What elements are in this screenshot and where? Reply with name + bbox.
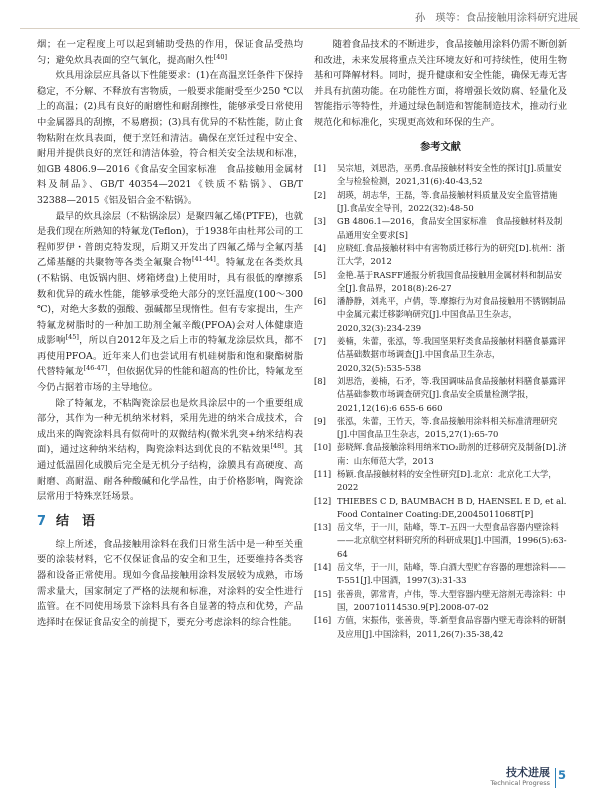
reference-index: [5] (314, 269, 326, 280)
paragraph: 综上所述，食品接触用涂料在我们日常生活中是一种至关重要的涂装材料，它不仅保证食品的安全和卫生，还要维持各类容器和设备正常使用。现如今食品接触用涂料发展较为成熟，市场需求量大，国家制定了严格的法规和标准，对涂料的安全性进行监管。在不同使用场景下涂料具有各自显著的特点和优势，产品选择时在保证食品安全的前提下，要充分考虑涂料的综合性能。 (37, 538, 303, 628)
reference-index: [1] (314, 163, 326, 174)
header-rule (20, 28, 580, 29)
reference-index: [4] (314, 242, 326, 253)
right-column (314, 37, 567, 641)
reference-item (314, 588, 567, 615)
reference-index: [7] (314, 336, 326, 347)
reference-item (314, 521, 567, 561)
page-number: 5 (557, 768, 566, 782)
reference-text: 杨颖.食品接触材料的安全性研究[D].北京：北京化工大学，2022 (337, 468, 557, 493)
reference-text: 金艳.基于RASFF通报分析我国食品接触用金属材料和制品安全[J].食品界，2018(8):26-27 (337, 269, 562, 293)
reference-text: 张善贵，郭常青，卢伟，等.大型容器内壁无溶剂无毒涂料：中国，200710114530.9[P].2008-07-02 (337, 588, 566, 612)
reference-text: 吴宗旭，刘思浩，巫勇.食品接触材料安全性的探讨[J].质量安全与检验检测，2021,31(6):40-43,52 (337, 163, 562, 187)
reference-text: 胡瑛，胡志华，王磊，等.食品接触材料质量及安全监管措施[J].食品安全导刊，2022(32):48-50 (337, 189, 558, 214)
reference-item (314, 335, 567, 375)
paragraph: 随着食品技术的不断进步，食品接触用涂料仍需不断创新和改进，未来发展将重点关注环境友好和可持续性，使用生物基和可降解材料。同时，提升健康和安全性能，确保无毒无害并具有抗菌功能。在功能性方面，将增强长效防腐、轻量化及智能指示等特性，并通过绿色制造和智能制造技术，推动行业规范化和标准化，实现更高效和环保的生产。 (314, 39, 567, 128)
reference-item (314, 162, 567, 189)
reference-index: [15] (314, 588, 332, 599)
journal-section-title: 技术进展 (506, 766, 550, 779)
reference-index: [14] (314, 562, 332, 573)
reference-item (314, 441, 567, 468)
reference-text: 姜楠，朱蕾，张泓，等.我国坚果籽类食品接触材料膳食暴露评估基础数据市场调查[J].中国食品卫生杂志，2020,32(5):535-538 (337, 336, 566, 373)
left-column (37, 37, 303, 630)
reference-item (314, 375, 567, 415)
references-heading: 参考文献 (420, 141, 461, 153)
reference-index: [13] (314, 522, 332, 533)
footer-divider (555, 768, 556, 788)
reference-index: [12] (314, 495, 332, 506)
reference-text: 岳文华，于一川，陆峰，等.白酒大型贮存容器的理想涂料——T-551[J].中国酒，1997(3):31-33 (337, 562, 566, 586)
journal-section-subtitle: Technical Progress (490, 779, 550, 787)
reference-text: GB 4806.1—2016，食品安全国家标准 食品接触材料及制品通用安全要求[S] (337, 216, 563, 240)
reference-text: 刘思浩，姜楠，石矛，等.我国调味品食品接触材料膳食暴露评估基础参数市场调查研究[J].食品安全质量检测学报，2021,12(16):6 655-6 660 (337, 375, 566, 413)
reference-item (314, 561, 567, 588)
page-footer (420, 766, 580, 790)
reference-item (314, 269, 567, 296)
reference-index: [2] (314, 189, 326, 200)
running-head-text: 孙 瑛等：食品接触用涂料研究进展 (415, 13, 578, 24)
reference-index: [8] (314, 375, 326, 386)
reference-text: 岳文华，于一川，陆峰，等.T–五四一大型食品容器内壁涂料——北京航空材料研究所的科研成果[J].中国酒，1996(5):63-64 (337, 522, 567, 559)
reference-item (314, 242, 567, 269)
reference-item (314, 189, 567, 216)
reference-item (314, 215, 567, 242)
running-header (0, 0, 600, 30)
reference-list (314, 162, 567, 641)
reference-text: 应晓虹.食品接触材料中有害物质迁移行为的研究[D].杭州：浙江大学，2012 (337, 242, 565, 267)
reference-item (314, 614, 567, 641)
section-number: 7 (37, 513, 47, 529)
reference-index: [10] (314, 442, 332, 453)
paragraph: 最早的炊具涂层（不粘锅涂层）是聚四氟乙烯(PTFE)，也就是我们现在所熟知的特氟龙(Teflon)，于1938年由杜邦公司的工程师罗伊・普朗克特发现，后期又开发出了四氟乙烯与全氟丙基乙烯基醚的共聚物等各类全氟聚合物[41-44]。特氟龙在各类炊具(不粘锅、电饭锅内胆、烤箱烤盘)上使用时，具有很低的摩擦系数和优异的疏水性能，能够承受绝大部分的烹饪温度(100～300 ℃)，对绝大多数的强酸、强碱都呈现惰性。但有专家提出，生产特氟龙树脂时的一种加工助剂全氟辛酸(PFOA)会对人体健康造成影响[45]，所以自2012年及之后上市的特氟龙涂层炊具，都不再使用PFOA。近年来人们也尝试用有机硅树脂和饱和聚酯树脂代替特氟龙[46-47]，但依据优异的性能和超高的性价比，特氟龙至今仍占据着市场的主导地位。 (37, 210, 303, 394)
reference-index: [9] (314, 415, 326, 426)
reference-index: [6] (314, 296, 326, 307)
reference-text: 方值，宋振伟，张善贵，等.新型食品容器内壁无毒涂料的研制及应用[J].中国涂料，2011,26(7):35-38,42 (337, 615, 566, 639)
section-title: 结 语 (56, 513, 96, 529)
reference-text: 张泓，朱蕾，王竹天，等.食品接触用涂料相关标准清理研究[J].中国食品卫生杂志，2015,27(1):65-70 (337, 415, 558, 440)
paragraph: 炊具用涂层应具备以下性能要求：(1)在高温烹饪条件下保持稳定，不分解、不释放有害物质，一般要求能耐受至少250 ℃以上的高温；(2)具有良好的耐磨性和耐刮擦性，能够承受日常使用中金属器具的刮擦，不易磨损；(3)具有优异的不粘性能，防止食物粘附在炊具表面，便于烹饪和清洁。确保在烹饪过程中安全、耐用并提供良好的烹饪和清洁体验，符合相关安全法规和标准，如GB 4806.9—2016《食品安全国家标准 食品接触用金属材料及制品》、GB/T 40354—2021《铁质不粘锅》、GB/T 32388—2015《铝及铝合金不粘锅》。 (37, 70, 303, 206)
reference-item (314, 295, 567, 335)
reference-text: 潘静静，刘兆平，卢倩，等.摩擦行为对食品接触用不锈钢制品中金属元素迁移影响研究[J].中国食品卫生杂志，2020,32(3):234-239 (337, 296, 566, 333)
reference-item (314, 495, 567, 522)
reference-item (314, 468, 567, 495)
section-heading (37, 513, 303, 531)
reference-index: [16] (314, 615, 332, 626)
reference-index: [11] (314, 468, 332, 479)
reference-index: [3] (314, 216, 326, 227)
paragraph: 烟；在一定程度上可以起到辅助受热的作用，保证食品受热均匀；避免炊具表面的空气氧化，提高耐久性[40] (37, 39, 303, 66)
reference-text: THIEBES C D, BAUMBACH B D, HAENSEL E D, et al. Food Container Coating:DE,20045011068T[P] (337, 495, 567, 519)
reference-text: 彭晓辉.食品接触涂料用纳米TiO₂助剂的迁移研究及制备[D].济南：山东师范大学，2013 (337, 442, 567, 466)
reference-item (314, 415, 567, 442)
paragraph: 除了特氟龙，不粘陶瓷涂层也是炊具涂层中的一个重要组成部分，其作为一种无机纳米材料，采用先进的纳米合成技术，合成出来的陶瓷涂料具有似荷叶的双微结构(微米乳突+纳米结构表面)，通过这种纳米结构，陶瓷涂料达到优良的不粘效果[48]。其通过低温固化成膜后完全是无机分子结构，涂膜具有高硬度、高耐磨、高耐温、耐各种酸碱和化学品性，由于价格影响，陶瓷涂层常用于特殊烹饪场景。 (37, 397, 303, 503)
